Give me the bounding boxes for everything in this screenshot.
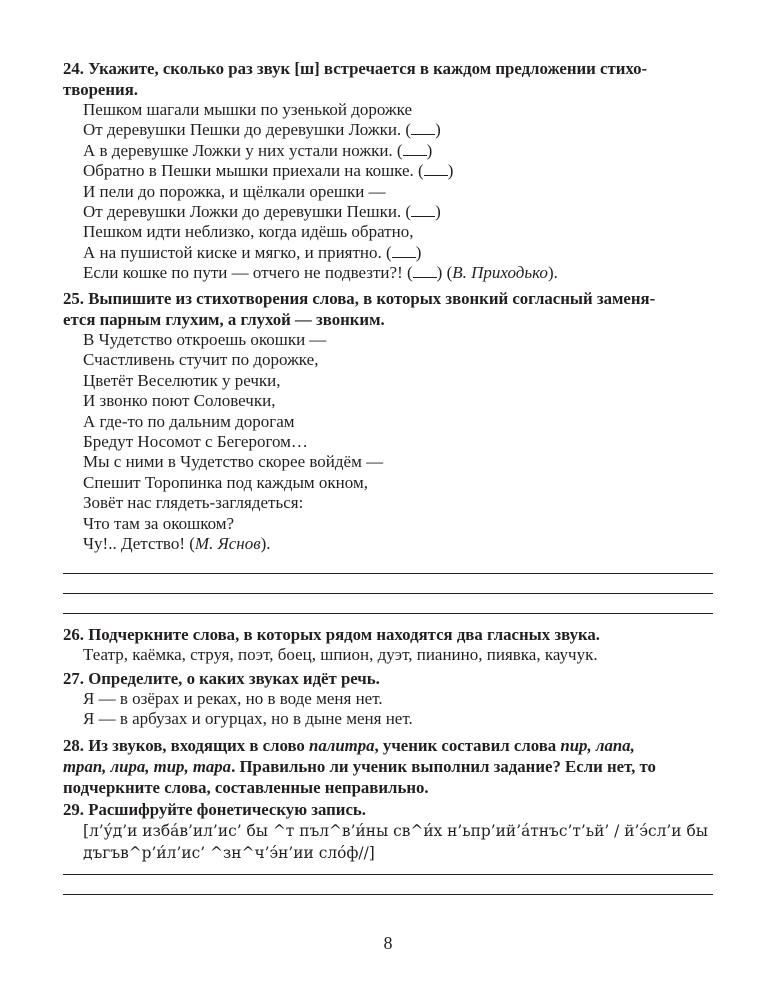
task-29 <box>63 799 713 864</box>
task-27 <box>63 668 713 730</box>
task-number: 27. <box>63 669 84 688</box>
answer-line[interactable] <box>63 593 713 594</box>
poem-line-text: Если кошке по пути — отчего не подвезти?! ( <box>83 263 413 283</box>
answer-blank[interactable] <box>413 263 437 278</box>
task-26-body <box>63 645 713 665</box>
task-28-text <box>63 735 713 798</box>
poem-line: Спешит Торопинка под каждым окном, <box>83 472 368 492</box>
task-text: , ученик составил слова <box>374 736 561 755</box>
task-number: 24. <box>63 59 84 78</box>
riddle-line: Я — в арбузах и огурцах, но в дыне меня нет. <box>83 709 413 729</box>
poem-author: М. Яснов <box>194 534 261 554</box>
page-number: 8 <box>383 933 393 953</box>
poem-line: Мы с ними в Чудетство скорее войдём — <box>83 452 384 472</box>
task-26 <box>63 624 713 665</box>
author-paren: ). <box>260 534 271 554</box>
task-number: 25. <box>63 289 84 308</box>
poem-line: А где-то по дальним дорогам <box>83 411 295 431</box>
task-word: трап, лира, тир, тара <box>63 757 232 776</box>
poem-line: От деревушки Пешки до деревушки Ложки. ( ) <box>83 120 441 140</box>
task-number: 28. <box>63 736 84 755</box>
task-title-line: Укажите, сколько раз звук [ш] встречается в каждом предложении стихо- <box>88 59 648 78</box>
poem-24 <box>63 100 713 284</box>
task-26-title <box>63 624 713 645</box>
task-title-line: творения. <box>63 80 138 99</box>
task-29-body <box>63 820 713 864</box>
answer-line[interactable] <box>63 613 713 614</box>
poem-line-text: Чу!.. Детство! ( <box>83 534 195 554</box>
poem-line: Что там за окошком? <box>83 513 235 533</box>
poem-25 <box>63 330 713 554</box>
answer-line[interactable] <box>63 894 713 895</box>
answer-blank[interactable] <box>411 202 435 217</box>
answer-blank[interactable] <box>392 243 416 258</box>
task-word: пир, лапа, <box>560 736 635 755</box>
poem-line: А на пушистой киске и мягко, и приятно. ( ) <box>83 242 422 262</box>
poem-line <box>83 534 713 554</box>
poem-line-text: А на пушистой киске и мягко, и приятно. ( <box>83 242 392 262</box>
phonetic-line: дъгъв^р’и́л’ис’ ^зн^ч’э́н’ии сло́ф//] <box>83 844 375 862</box>
poem-line: И пели до порожка, и щёлкали орешки — <box>83 181 386 201</box>
poem-line: В Чудетство откроешь окошки — <box>83 330 327 349</box>
task-28 <box>63 735 713 798</box>
task-number: 29. <box>63 800 84 819</box>
poem-line: И звонко поют Соловечки, <box>83 391 276 411</box>
poem-line: Пешком идти неблизко, когда идёшь обратно, <box>83 222 414 242</box>
answer-blank[interactable] <box>411 120 435 135</box>
answer-blank[interactable] <box>424 161 448 176</box>
poem-line: Пешком шагали мышки по узенькой дорожке <box>83 100 413 119</box>
poem-line: Если кошке по пути — отчего не подвезти?! ( ) (В. Приходько). <box>83 263 558 283</box>
task-29-title <box>63 799 713 820</box>
answer-blank[interactable] <box>403 141 427 156</box>
task-text: подчеркните слова, составленные неправильно. <box>63 778 429 797</box>
poem-line: Бредут Носомот с Бегерогом… <box>83 432 308 452</box>
task-text: Из звуков, входящих в слово <box>88 736 310 755</box>
task-text: . Правильно ли ученик выполнил задание? Если нет, то <box>231 757 656 776</box>
task-number: 26. <box>63 625 84 644</box>
task-title-line: Выпишите из стихотворения слова, в которых звонкий согласный заменя- <box>88 289 656 308</box>
task-title-line: ется парным глухим, а глухой — звонким. <box>63 310 385 329</box>
poem-line-text: А в деревушке Ложки у них устали ножки. ( <box>83 140 403 160</box>
poem-line: От деревушки Ложки до деревушки Пешки. ( ) <box>83 202 441 222</box>
poem-line: А в деревушке Ложки у них устали ножки. ( ) <box>83 140 433 160</box>
author-paren: ). <box>547 263 558 283</box>
task-25-title <box>63 288 713 330</box>
poem-line: Цветёт Веселютик у речки, <box>83 370 281 390</box>
task-24-title <box>63 58 713 100</box>
task-title-line: Расшифруйте фонетическую запись. <box>88 800 366 819</box>
task-27-title <box>63 668 713 689</box>
riddle-line: Я — в озёрах и реках, но в воде меня нет. <box>83 689 383 708</box>
poem-line-text: От деревушки Пешки до деревушки Ложки. ( <box>83 120 412 140</box>
poem-line-text: От деревушки Ложки до деревушки Пешки. ( <box>83 202 412 222</box>
task-word: палитра <box>309 736 375 755</box>
poem-line: Зовёт нас глядеть-заглядеться: <box>83 493 304 513</box>
answer-line[interactable] <box>63 573 713 574</box>
phonetic-line: [л’у́д’и изба́в’ил’ис’ бы ^т пъл^в’и́ны св^и́х н’ьпр’ий’а́тнъс’т’ьй’ / й’э́сл’и бы <box>83 822 708 840</box>
task-24 <box>63 58 713 284</box>
task-27-body <box>63 689 713 730</box>
poem-line: Счастливень стучит по дорожке, <box>83 350 319 370</box>
word-list: Театр, каёмка, струя, поэт, боец, шпион, дуэт, пианино, пиявка, каучук. <box>83 645 598 664</box>
task-25 <box>63 288 713 554</box>
poem-line: Обратно в Пешки мышки приехали на кошке. ( ) <box>83 161 454 181</box>
poem-line-text: Обратно в Пешки мышки приехали на кошке. ( <box>83 161 424 181</box>
task-title-line: Подчеркните слова, в которых рядом находятся два гласных звука. <box>88 625 600 644</box>
poem-author: В. Приходько <box>452 263 548 283</box>
author-paren: ( <box>446 263 453 283</box>
answer-line[interactable] <box>63 874 713 875</box>
task-title-line: Определите, о каких звуках идёт речь. <box>88 669 380 688</box>
